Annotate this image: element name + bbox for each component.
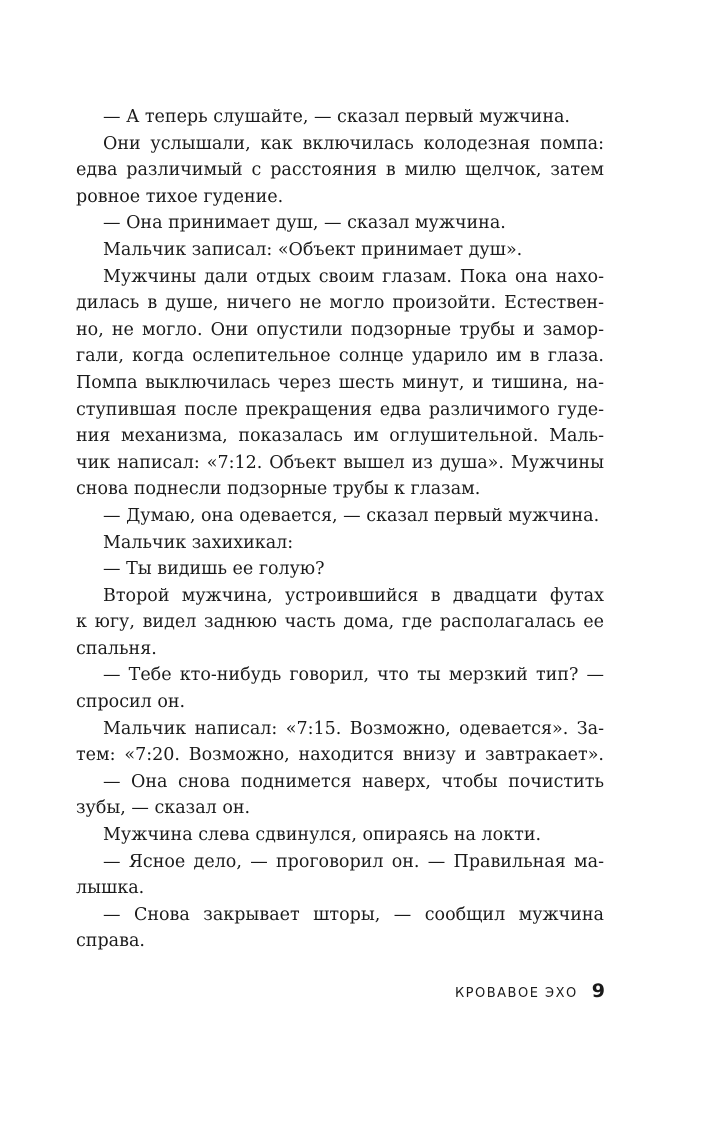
text-line: чик написал: «7:12. Объект вышел из душа». Мужчины	[76, 452, 604, 473]
text-line: ровное тихое гудение.	[76, 186, 284, 207]
text-line: едва различимый с расстояния в милю щелчок, затем	[76, 160, 604, 181]
page-number: 9	[591, 980, 605, 1002]
text-line: — А теперь слушайте, — сказал первый мужчина.	[103, 107, 570, 127]
text-line: Они услышали, как включилась колодезная помпа:	[103, 133, 604, 154]
text-line: — Ясное дело, — проговорил он. — Правильная ма-	[103, 851, 604, 872]
text-line: — Тебе кто-нибудь говорил, что ты мерзкий тип? —	[103, 665, 604, 686]
text-line: тем: «7:20. Возможно, находится внизу и завтракает».	[76, 745, 604, 766]
text-line: лышка.	[76, 878, 145, 899]
text-line: дилась в душе, ничего не могло произойти. Естествен-	[76, 293, 604, 314]
text-line: Мужчина слева сдвинулся, опираясь на локти.	[103, 825, 542, 846]
text-line: гали, когда ослепительное солнце ударило им в глаза.	[76, 346, 604, 367]
text-line: спросил он.	[76, 692, 186, 713]
page-footer	[455, 980, 605, 1002]
text-line: Мальчик записал: «Объект принимает душ».	[103, 239, 523, 260]
text-line: Помпа выключилась через шесть минут, и тишина, на-	[76, 372, 604, 393]
text-line: но, не могло. Они опустили подзорные трубы и замор-	[76, 319, 604, 340]
text-line: — Снова закрывает шторы, — сообщил мужчина	[103, 904, 604, 925]
text-line: — Думаю, она одевается, — сказал первый мужчина.	[103, 505, 600, 526]
text-line: — Ты видишь ее голую?	[103, 559, 325, 580]
text-line: Мальчик захихикал:	[103, 532, 294, 553]
text-line: — Она снова поднимется наверх, чтобы почистить	[103, 771, 604, 792]
text-line: Мужчины дали отдых своим глазам. Пока она нахо-	[103, 266, 604, 287]
text-line: Второй мужчина, устроившийся в двадцати футах	[103, 585, 604, 606]
text-line: спальня.	[76, 638, 157, 659]
text-line: ступившая после прекращения едва различимого гуде-	[76, 399, 604, 420]
text-line: — Она принимает душ, — сказал мужчина.	[103, 213, 506, 234]
text-line: ния механизма, показалась им оглушительной. Маль-	[76, 426, 604, 447]
body-text	[76, 104, 604, 955]
running-title: КРОВАВОЕ ЭХО	[454, 986, 578, 1001]
text-line: справа.	[76, 931, 145, 952]
text-line: снова поднесли подзорные трубы к глазам.	[76, 479, 481, 500]
text-line: зубы, — сказал он.	[76, 798, 251, 819]
text-line: Мальчик написал: «7:15. Возможно, одевается». За-	[103, 718, 604, 739]
text-line: к югу, видел заднюю часть дома, где располагалась ее	[76, 612, 604, 633]
